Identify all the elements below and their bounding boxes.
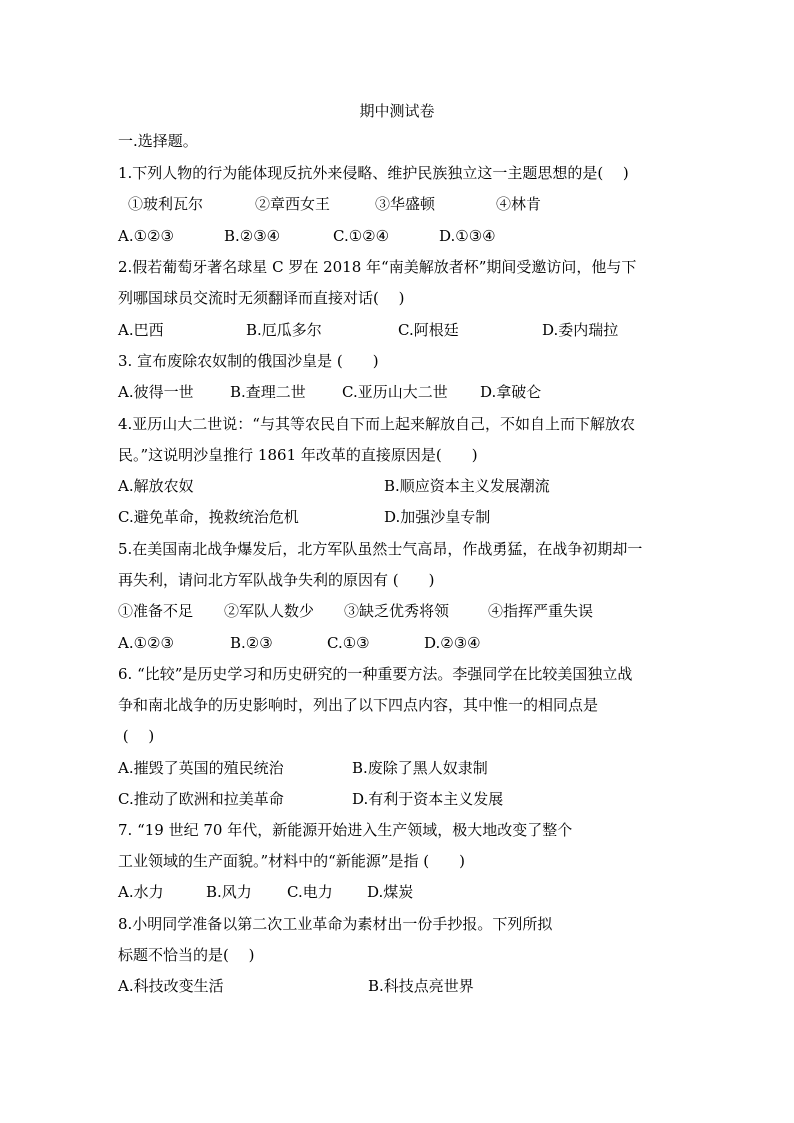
question-1-item: ②章西女王 [255,195,331,213]
question-4-option-d: D.加强沙皇专制 [384,508,491,526]
question-1-item: ①玻利瓦尔 [128,195,204,213]
question-1-option-d: D.①③④ [439,227,496,245]
question-6-text: ( ) [118,727,155,745]
question-1-text: 1.下列人物的行为能体现反抗外来侵略、维护民族独立这一主题思想的是( ) [118,164,629,182]
question-5-option-c: C.①③ [327,634,370,652]
question-7-option-b: B.风力 [206,883,252,901]
question-4-option-c: C.避免革命，挽救统治危机 [118,508,299,526]
question-5-item: ③缺乏优秀将领 [344,602,450,620]
question-5-option-d: D.②③④ [424,634,481,652]
question-8-text: 标题不恰当的是( ) [118,946,255,964]
question-2-option-d: D.委内瑞拉 [542,321,619,339]
question-5-item: ④指挥严重失误 [488,602,594,620]
question-2-option-a: A.巴西 [118,321,164,339]
question-2-option-c: C.阿根廷 [398,321,459,339]
question-3-option-c: C.亚历山大二世 [342,383,448,401]
question-5-item: ②军队人数少 [224,602,315,620]
question-3-text: 3. 宣布废除农奴制的俄国沙皇是 ( ) [118,352,379,370]
question-8-option-b: B.科技点亮世界 [368,977,474,995]
question-6-option-d: D.有利于资本主义发展 [352,790,504,808]
page-title: 期中测试卷 [359,102,435,120]
question-5-text: 5.在美国南北战争爆发后，北方军队虽然士气高昂，作战勇猛，在战争初期却一 [118,540,643,558]
section-heading: 一.选择题。 [118,132,198,150]
question-2-option-b: B.厄瓜多尔 [246,321,322,339]
question-5-option-a: A.①②③ [118,634,174,652]
question-6-option-a: A.摧毁了英国的殖民统治 [118,759,284,777]
question-6-option-b: B.废除了黑人奴隶制 [352,759,488,777]
question-7-text: 工业领域的生产面貌。”材料中的“新能源”是指 ( ) [118,852,465,870]
question-4-option-b: B.顺应资本主义发展潮流 [384,477,550,495]
question-6-text: 6. “比较”是历史学习和历史研究的一种重要方法。李强同学在比较美国独立战 [118,665,633,683]
question-8-text: 8.小明同学准备以第二次工业革命为素材出一份手抄报。下列所拟 [118,915,553,933]
question-8-option-a: A.科技改变生活 [118,977,224,995]
question-3-option-d: D.拿破仑 [480,383,542,401]
question-3-option-a: A.彼得一世 [118,383,194,401]
question-4-option-a: A.解放农奴 [118,477,194,495]
question-4-text: 民。”这说明沙皇推行 1861 年改革的直接原因是( ) [118,446,478,464]
question-1-option-b: B.②③④ [224,227,281,245]
question-1-item: ④林肯 [496,195,542,213]
question-7-option-a: A.水力 [118,883,164,901]
question-5-text: 再失利，请问北方军队战争失利的原因有 ( ) [118,571,435,589]
question-6-text: 争和南北战争的历史影响时，列出了以下四点内容，其中惟一的相同点是 [118,696,599,714]
question-7-option-c: C.电力 [287,883,333,901]
question-2-text: 列哪国球员交流时无须翻译而直接对话( ) [118,289,405,307]
question-7-text: 7. “19 世纪 70 年代，新能源开始进入生产领域，极大地改变了整个 [118,821,573,839]
question-7-option-d: D.煤炭 [367,883,414,901]
question-5-item: ①准备不足 [118,602,194,620]
question-3-option-b: B.查理二世 [230,383,306,401]
question-1-option-a: A.①②③ [118,227,174,245]
question-1-item: ③华盛顿 [375,195,436,213]
question-5-option-b: B.②③ [230,634,273,652]
question-1-option-c: C.①②④ [333,227,390,245]
question-6-option-c: C.推动了欧洲和拉美革命 [118,790,284,808]
question-2-text: 2.假若葡萄牙著名球星 C 罗在 2018 年“南美解放者杯”期间受邀访问，他与下 [118,258,637,276]
question-4-text: 4.亚历山大二世说：“与其等农民自下而上起来解放自己，不如自上而下解放农 [118,415,635,433]
